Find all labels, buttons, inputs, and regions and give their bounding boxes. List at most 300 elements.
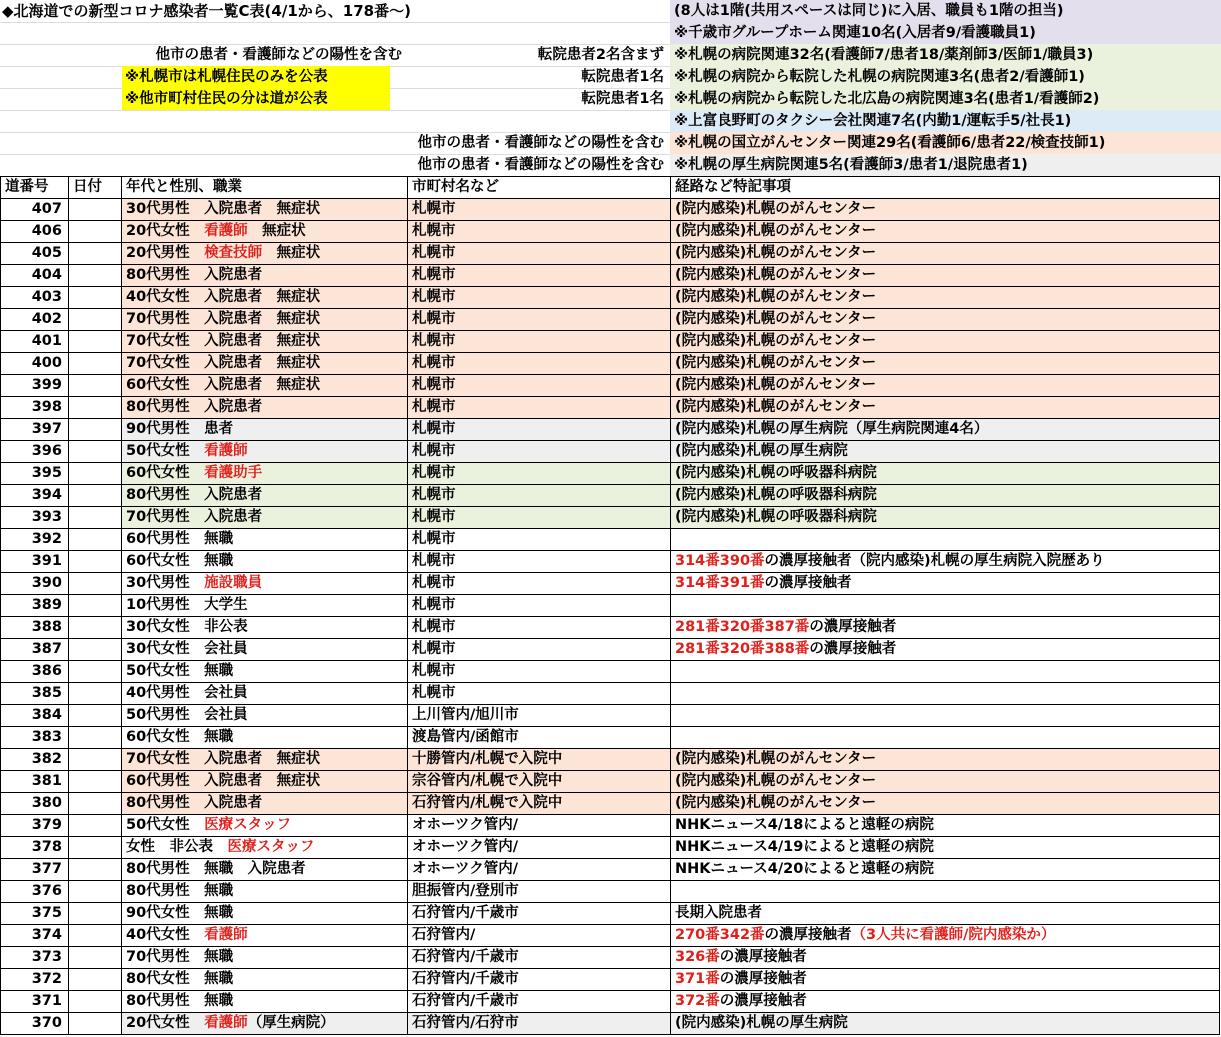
attributes-text: 40代女性 xyxy=(126,927,205,943)
attributes-text: 30代男性 xyxy=(126,575,205,591)
case-number: 388 xyxy=(1,617,69,639)
case-attributes xyxy=(122,617,408,639)
case-number: 395 xyxy=(1,463,69,485)
case-city: 札幌市 xyxy=(408,573,671,595)
notes-text: (院内感染)札幌の呼吸器科病院 xyxy=(675,465,877,481)
notes-text: の濃厚接触者 xyxy=(764,927,852,943)
case-city: 石狩管内/石狩市 xyxy=(408,1013,671,1035)
case-city: 宗谷管内/札幌で入院中 xyxy=(408,771,671,793)
case-date xyxy=(69,463,122,485)
table-row xyxy=(1,573,1220,595)
case-notes xyxy=(671,837,1220,859)
table-row xyxy=(1,507,1220,529)
case-notes xyxy=(671,903,1220,925)
case-city: 札幌市 xyxy=(408,397,671,419)
case-city: 札幌市 xyxy=(408,639,671,661)
attributes-text: 20代女性 xyxy=(126,1015,205,1031)
notes-text: (院内感染)札幌のがんセンター xyxy=(675,245,877,261)
table-row xyxy=(1,287,1220,309)
case-notes xyxy=(671,969,1220,991)
notes-text: (院内感染)札幌のがんセンター xyxy=(675,223,877,239)
case-number: 401 xyxy=(1,331,69,353)
header-note-left: 他市の患者・看護師などの陽性を含む xyxy=(155,47,402,63)
case-date xyxy=(69,331,122,353)
case-notes xyxy=(671,661,1220,683)
occupation-highlight: 看護師 xyxy=(204,223,248,239)
table-row xyxy=(1,595,1220,617)
case-number: 390 xyxy=(1,573,69,595)
case-number: 407 xyxy=(1,199,69,221)
notes-text: (院内感染)札幌のがんセンター xyxy=(675,289,877,305)
case-date xyxy=(69,221,122,243)
case-date xyxy=(69,529,122,551)
table-row xyxy=(1,749,1220,771)
case-city: 札幌市 xyxy=(408,617,671,639)
attributes-text: 50代男性 会社員 xyxy=(126,707,248,723)
case-number: 376 xyxy=(1,881,69,903)
case-date xyxy=(69,881,122,903)
contact-case-numbers: 314番391番 xyxy=(675,575,765,591)
header-note-mid: 他市の患者・看護師などの陽性を含む xyxy=(417,157,664,173)
attributes-text: 90代女性 無職 xyxy=(126,905,234,921)
column-header-city: 市町村名など xyxy=(408,177,671,199)
case-date xyxy=(69,815,122,837)
case-date xyxy=(69,309,122,331)
case-notes xyxy=(671,815,1220,837)
case-number: 400 xyxy=(1,353,69,375)
case-attributes xyxy=(122,463,408,485)
case-attributes xyxy=(122,705,408,727)
header-note-mid xyxy=(330,22,668,44)
header-note-mid: 転院患者1名 xyxy=(581,69,664,85)
attributes-text: 50代女性 xyxy=(126,817,205,833)
case-notes xyxy=(671,617,1220,639)
header-note-row xyxy=(0,110,1221,132)
case-attributes xyxy=(122,639,408,661)
case-date xyxy=(69,485,122,507)
attributes-text: 80代女性 無職 xyxy=(126,971,234,987)
header-note-right: ※札幌の厚生病院関連5名(看護師3/患者1/退院患者1) xyxy=(670,154,1221,176)
case-date xyxy=(69,353,122,375)
contact-case-numbers: 314番390番 xyxy=(675,553,765,569)
case-date xyxy=(69,771,122,793)
case-notes xyxy=(671,331,1220,353)
table-row xyxy=(1,529,1220,551)
case-attributes xyxy=(122,925,408,947)
case-notes xyxy=(671,749,1220,771)
case-attributes xyxy=(122,375,408,397)
case-city: 札幌市 xyxy=(408,551,671,573)
case-attributes xyxy=(122,991,408,1013)
contact-case-numbers: 270番342番 xyxy=(675,927,765,943)
case-date xyxy=(69,969,122,991)
attributes-text: 80代男性 無職 入院患者 xyxy=(126,861,306,877)
case-attributes xyxy=(122,815,408,837)
case-attributes xyxy=(122,199,408,221)
notes-text: (院内感染)札幌の厚生病院 xyxy=(675,1015,848,1031)
sheet-title: ◆北海道での新型コロナ感染者一覧C表(4/1から、178番～) xyxy=(2,2,411,20)
header-note-right: ※千歳市グループホーム関連10名(入居者9/看護職員1) xyxy=(670,22,1221,44)
case-number: 382 xyxy=(1,749,69,771)
case-notes xyxy=(671,397,1220,419)
attributes-text: 80代男性 入院患者 xyxy=(126,399,263,415)
case-city: オホーツク管内/ xyxy=(408,837,671,859)
occupation-highlight: 看護助手 xyxy=(204,465,263,481)
header-note-row xyxy=(0,66,1221,88)
notes-text: (院内感染)札幌の呼吸器科病院 xyxy=(675,487,877,503)
table-row xyxy=(1,793,1220,815)
case-notes xyxy=(671,881,1220,903)
table-row xyxy=(1,727,1220,749)
case-number: 381 xyxy=(1,771,69,793)
table-row xyxy=(1,397,1220,419)
occupation-highlight: 施設職員 xyxy=(204,575,263,591)
attributes-text: 80代男性 無職 xyxy=(126,883,234,899)
notes-text: の濃厚接触者 xyxy=(764,575,852,591)
case-city: 石狩管内/ xyxy=(408,925,671,947)
case-notes xyxy=(671,947,1220,969)
header-note-mid: 転院患者1名 xyxy=(581,91,664,107)
case-attributes xyxy=(122,573,408,595)
case-city: 上川管内/旭川市 xyxy=(408,705,671,727)
case-city: 札幌市 xyxy=(408,221,671,243)
table-row xyxy=(1,485,1220,507)
case-date xyxy=(69,397,122,419)
case-notes xyxy=(671,507,1220,529)
attributes-text: 60代女性 入院患者 無症状 xyxy=(126,377,321,393)
attributes-suffix: 無症状 xyxy=(262,245,321,261)
case-date xyxy=(69,639,122,661)
case-notes xyxy=(671,551,1220,573)
case-city: 札幌市 xyxy=(408,287,671,309)
case-attributes xyxy=(122,419,408,441)
case-attributes xyxy=(122,353,408,375)
case-city: 札幌市 xyxy=(408,243,671,265)
notes-text: NHKニュース4/19によると遠軽の病院 xyxy=(675,839,934,855)
notes-text: の濃厚接触者（院内感染)札幌の厚生病院入院歴あり xyxy=(764,553,1105,569)
case-notes xyxy=(671,529,1220,551)
case-date xyxy=(69,441,122,463)
attributes-text: 20代女性 xyxy=(126,223,205,239)
table-row xyxy=(1,815,1220,837)
case-attributes xyxy=(122,331,408,353)
notes-text: (院内感染)札幌のがんセンター xyxy=(675,333,877,349)
case-date xyxy=(69,419,122,441)
table-row xyxy=(1,639,1220,661)
case-date xyxy=(69,837,122,859)
case-date xyxy=(69,199,122,221)
contact-case-numbers: 371番 xyxy=(675,971,720,987)
attributes-text: 80代男性 入院患者 xyxy=(126,795,263,811)
notes-text: (院内感染)札幌の呼吸器科病院 xyxy=(675,509,877,525)
case-attributes xyxy=(122,859,408,881)
case-date xyxy=(69,793,122,815)
table-row xyxy=(1,661,1220,683)
case-attributes xyxy=(122,661,408,683)
case-number: 402 xyxy=(1,309,69,331)
occupation-highlight: 検査技師 xyxy=(204,245,263,261)
case-notes xyxy=(671,221,1220,243)
table-row xyxy=(1,837,1220,859)
notes-text: の濃厚接触者 xyxy=(719,971,807,987)
case-date xyxy=(69,1013,122,1035)
case-notes xyxy=(671,727,1220,749)
case-attributes xyxy=(122,727,408,749)
attributes-suffix: （厚生病院） xyxy=(247,1015,335,1031)
header-note-left: ※札幌市は札幌住民のみを公表 xyxy=(122,66,390,88)
case-city: 札幌市 xyxy=(408,507,671,529)
notes-highlight: （3人共に看護師/院内感染か） xyxy=(851,927,1056,943)
attributes-text: 50代女性 無職 xyxy=(126,663,234,679)
case-city: 札幌市 xyxy=(408,331,671,353)
attributes-text: 60代女性 xyxy=(126,465,205,481)
case-date xyxy=(69,617,122,639)
case-number: 396 xyxy=(1,441,69,463)
contact-case-numbers: 281番320番388番 xyxy=(675,641,810,657)
case-number: 373 xyxy=(1,947,69,969)
case-attributes xyxy=(122,221,408,243)
case-attributes xyxy=(122,1013,408,1035)
table-row xyxy=(1,199,1220,221)
table-row xyxy=(1,331,1220,353)
header-note-row xyxy=(0,22,1221,44)
case-notes xyxy=(671,771,1220,793)
case-date xyxy=(69,661,122,683)
case-number: 384 xyxy=(1,705,69,727)
table-row xyxy=(1,947,1220,969)
case-date xyxy=(69,903,122,925)
table-row xyxy=(1,969,1220,991)
case-notes xyxy=(671,463,1220,485)
occupation-highlight: 医療スタッフ xyxy=(227,839,315,855)
case-attributes xyxy=(122,397,408,419)
case-city: 札幌市 xyxy=(408,375,671,397)
case-city: 札幌市 xyxy=(408,199,671,221)
table-row xyxy=(1,353,1220,375)
column-header-notes: 経路など特記事項 xyxy=(671,177,1220,199)
table-header-row xyxy=(1,177,1220,199)
case-date xyxy=(69,265,122,287)
case-city: 札幌市 xyxy=(408,661,671,683)
notes-text: (院内感染)札幌のがんセンター xyxy=(675,399,877,415)
table-row xyxy=(1,925,1220,947)
notes-text: (院内感染)札幌のがんセンター xyxy=(675,773,877,789)
table-row xyxy=(1,221,1220,243)
case-attributes xyxy=(122,485,408,507)
case-notes xyxy=(671,991,1220,1013)
header-note-right: ※札幌の国立がんセンター関連29名(看護師6/患者22/検査技師1) xyxy=(670,132,1221,154)
column-header-attributes: 年代と性別、職業 xyxy=(122,177,408,199)
attributes-text: 70代女性 入院患者 無症状 xyxy=(126,751,321,767)
header-note-mid: 転院患者2名含まず xyxy=(537,47,664,63)
notes-text: (院内感染)札幌の厚生病院（厚生病院関連4名） xyxy=(675,421,989,437)
notes-text: (院内感染)札幌のがんセンター xyxy=(675,201,877,217)
attributes-text: 90代男性 患者 xyxy=(126,421,234,437)
case-attributes xyxy=(122,287,408,309)
case-notes xyxy=(671,375,1220,397)
attributes-text: 70代男性 入院患者 無症状 xyxy=(126,311,321,327)
header-note-row xyxy=(0,132,1221,154)
case-notes xyxy=(671,925,1220,947)
occupation-highlight: 看護師 xyxy=(204,927,248,943)
case-attributes xyxy=(122,441,408,463)
cases-table xyxy=(0,176,1220,1035)
case-number: 387 xyxy=(1,639,69,661)
attributes-text: 60代男性 入院患者 無症状 xyxy=(126,773,321,789)
table-row xyxy=(1,243,1220,265)
case-notes xyxy=(671,199,1220,221)
attributes-text: 80代男性 入院患者 xyxy=(126,487,263,503)
case-city: 石狩管内/千歳市 xyxy=(408,903,671,925)
case-city: 石狩管内/千歳市 xyxy=(408,991,671,1013)
case-city: 札幌市 xyxy=(408,419,671,441)
table-row xyxy=(1,903,1220,925)
case-attributes xyxy=(122,793,408,815)
attributes-text: 30代女性 非公表 xyxy=(126,619,248,635)
case-number: 391 xyxy=(1,551,69,573)
case-number: 372 xyxy=(1,969,69,991)
column-header-date: 日付 xyxy=(69,177,122,199)
case-date xyxy=(69,573,122,595)
table-row xyxy=(1,419,1220,441)
case-number: 404 xyxy=(1,265,69,287)
case-number: 403 xyxy=(1,287,69,309)
case-city: 石狩管内/千歳市 xyxy=(408,969,671,991)
case-notes xyxy=(671,287,1220,309)
case-number: 371 xyxy=(1,991,69,1013)
case-attributes xyxy=(122,749,408,771)
case-number: 405 xyxy=(1,243,69,265)
notes-text: (院内感染)札幌の厚生病院 xyxy=(675,443,848,459)
header-note-mid xyxy=(330,110,668,132)
case-number: 399 xyxy=(1,375,69,397)
case-date xyxy=(69,859,122,881)
notes-text: NHKニュース4/20によると遠軽の病院 xyxy=(675,861,934,877)
case-attributes xyxy=(122,771,408,793)
attributes-text: 80代男性 入院患者 xyxy=(126,267,263,283)
case-notes xyxy=(671,1013,1220,1035)
case-attributes xyxy=(122,265,408,287)
case-attributes xyxy=(122,595,408,617)
case-notes xyxy=(671,595,1220,617)
attributes-text: 80代男性 無職 xyxy=(126,993,234,1009)
attributes-suffix: 無症状 xyxy=(247,223,306,239)
case-notes xyxy=(671,309,1220,331)
case-city: 札幌市 xyxy=(408,463,671,485)
case-notes xyxy=(671,419,1220,441)
header-note-right: ※札幌の病院関連32名(看護師7/患者18/薬剤師3/医師1/職員3) xyxy=(670,44,1221,66)
table-row xyxy=(1,991,1220,1013)
case-number: 385 xyxy=(1,683,69,705)
attributes-text: 50代女性 xyxy=(126,443,205,459)
header-note-row xyxy=(0,88,1221,110)
contact-case-numbers: 281番320番387番 xyxy=(675,619,810,635)
case-attributes xyxy=(122,551,408,573)
notes-text: (院内感染)札幌のがんセンター xyxy=(675,267,877,283)
case-notes xyxy=(671,353,1220,375)
table-row xyxy=(1,771,1220,793)
attributes-text: 30代男性 入院患者 無症状 xyxy=(126,201,321,217)
attributes-text: 20代男性 xyxy=(126,245,205,261)
header-note-left: ※他市町村住民の分は道が公表 xyxy=(122,88,390,110)
notes-text: (院内感染)札幌のがんセンター xyxy=(675,795,877,811)
case-number: 389 xyxy=(1,595,69,617)
header-note-right: ※札幌の病院から転院した札幌の病院関連3名(患者2/看護師1) xyxy=(670,66,1221,88)
case-city: 札幌市 xyxy=(408,683,671,705)
case-city: 札幌市 xyxy=(408,595,671,617)
case-notes xyxy=(671,573,1220,595)
case-attributes xyxy=(122,947,408,969)
case-city: 渡島管内/函館市 xyxy=(408,727,671,749)
case-date xyxy=(69,727,122,749)
attributes-text: 70代女性 入院患者 無症状 xyxy=(126,355,321,371)
occupation-highlight: 看護師 xyxy=(204,1015,248,1031)
case-date xyxy=(69,375,122,397)
case-date xyxy=(69,243,122,265)
table-row xyxy=(1,441,1220,463)
notes-text: の濃厚接触者 xyxy=(809,641,897,657)
contact-case-numbers: 372番 xyxy=(675,993,720,1009)
contact-case-numbers: 326番 xyxy=(675,949,720,965)
attributes-text: 70代男性 無職 xyxy=(126,949,234,965)
attributes-text: 女性 非公表 xyxy=(126,839,228,855)
header-note-row xyxy=(0,44,1221,66)
notes-text: (院内感染)札幌のがんセンター xyxy=(675,751,877,767)
case-notes xyxy=(671,265,1220,287)
attributes-text: 60代女性 無職 xyxy=(126,729,234,745)
column-header-number: 道番号 xyxy=(1,177,69,199)
case-number: 379 xyxy=(1,815,69,837)
case-notes xyxy=(671,441,1220,463)
case-attributes xyxy=(122,837,408,859)
case-date xyxy=(69,947,122,969)
attributes-text: 40代女性 入院患者 無症状 xyxy=(126,289,321,305)
case-attributes xyxy=(122,903,408,925)
table-row xyxy=(1,375,1220,397)
table-row xyxy=(1,617,1220,639)
case-date xyxy=(69,749,122,771)
table-row xyxy=(1,309,1220,331)
case-date xyxy=(69,683,122,705)
case-number: 397 xyxy=(1,419,69,441)
case-attributes xyxy=(122,529,408,551)
case-city: 札幌市 xyxy=(408,353,671,375)
case-city: 胆振管内/登別市 xyxy=(408,881,671,903)
case-city: オホーツク管内/ xyxy=(408,815,671,837)
case-attributes xyxy=(122,969,408,991)
case-number: 383 xyxy=(1,727,69,749)
case-number: 393 xyxy=(1,507,69,529)
case-notes xyxy=(671,243,1220,265)
table-row xyxy=(1,881,1220,903)
table-row xyxy=(1,265,1220,287)
case-number: 398 xyxy=(1,397,69,419)
case-notes xyxy=(671,859,1220,881)
notes-text: の濃厚接触者 xyxy=(809,619,897,635)
case-city: 札幌市 xyxy=(408,485,671,507)
case-notes xyxy=(671,683,1220,705)
case-city: 札幌市 xyxy=(408,441,671,463)
table-row xyxy=(1,705,1220,727)
occupation-highlight: 医療スタッフ xyxy=(204,817,292,833)
notes-text: (院内感染)札幌のがんセンター xyxy=(675,355,877,371)
attributes-text: 70代女性 入院患者 無症状 xyxy=(126,333,321,349)
header-note-mid: 他市の患者・看護師などの陽性を含む xyxy=(417,135,664,151)
case-city: 十勝管内/札幌で入院中 xyxy=(408,749,671,771)
case-number: 374 xyxy=(1,925,69,947)
header-note-right: ※札幌の病院から転院した北広島の病院関連3名(患者1/看護師2) xyxy=(670,88,1221,110)
case-notes xyxy=(671,793,1220,815)
